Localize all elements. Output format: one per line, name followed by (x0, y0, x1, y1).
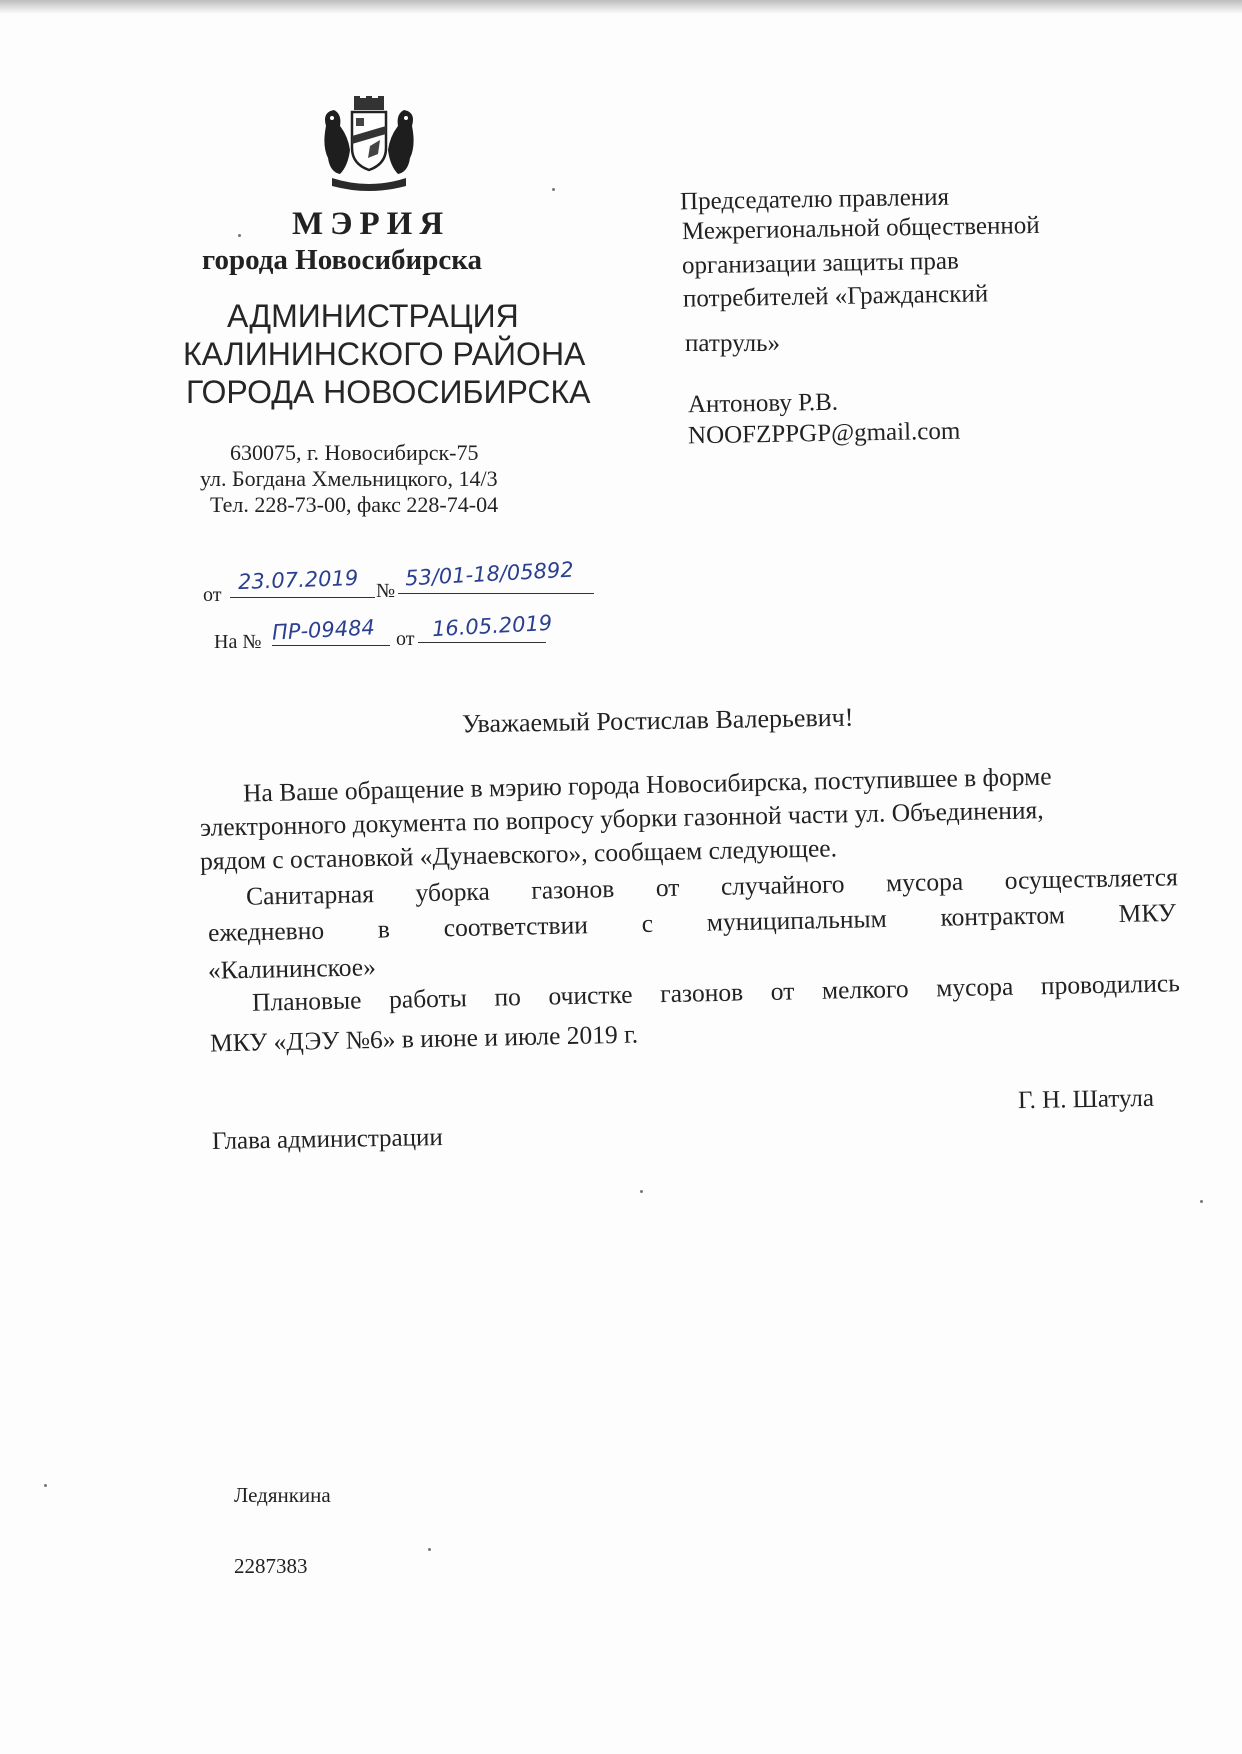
body-word: мусора (885, 866, 964, 898)
body-word: муниципальным (706, 903, 888, 937)
scan-speck (640, 1190, 643, 1193)
recipient-line2: Межрегиональной общественной (681, 211, 1040, 246)
reg-from-label: от (203, 584, 222, 606)
body-p1-line2: электронного документа по вопросу уборки газонной части ул. Объединения, (199, 795, 1044, 842)
body-word: от (770, 976, 795, 1006)
scan-speck (238, 234, 241, 237)
body-word: проводились (1040, 968, 1181, 1001)
address-line2: ул. Богдана Хмельницкого, 14/3 (200, 466, 498, 491)
body-word: Санитарная (245, 879, 375, 911)
executor-phone: 2287383 (234, 1554, 308, 1578)
body-p3-line1 (252, 968, 1180, 1017)
reg-number-underline (398, 593, 594, 594)
body-word: в (377, 914, 391, 944)
reg-number: 53/01-18/05892 (404, 557, 575, 591)
body-word: уборка (415, 876, 491, 908)
recipient-name: Антонову Р.В. (687, 388, 839, 419)
ref-from-label: от (396, 628, 415, 650)
body-word: мусора (935, 971, 1014, 1003)
recipient-line3: организации защиты прав (681, 247, 960, 280)
ref-number: ПР-09484 (271, 615, 376, 645)
body-word: по (494, 982, 522, 1012)
body-word: осуществляется (1004, 862, 1179, 895)
admin-name-line2: КАЛИНИНСКОГО РАЙОНА (183, 336, 586, 372)
body-word: от (655, 872, 680, 903)
scan-speck (1200, 1200, 1203, 1203)
recipient-line1: Председателю правления (679, 183, 950, 216)
body-p1-line3: рядом с остановкой «Дунаевского», сообщаем следующее. (199, 833, 838, 876)
executor-name: Ледянкина (234, 1483, 331, 1507)
body-p1-line1: На Ваше обращение в мэрию города Новосибирска, поступившее в форме (242, 761, 1052, 808)
ref-date-underline (418, 642, 546, 643)
signatory-name: Г. Н. Шатула (1017, 1084, 1155, 1115)
body-word: ежедневно (207, 915, 325, 948)
body-word: МКУ (1118, 897, 1177, 929)
scan-speck (44, 1484, 47, 1487)
admin-name-line1: АДМИНИСТРАЦИЯ (227, 298, 519, 334)
address-line1: 630075, г. Новосибирск-75 (230, 440, 479, 465)
signatory-position: Глава администрации (211, 1123, 444, 1156)
reg-date-underline (230, 597, 375, 598)
body-word: соответствии (443, 910, 589, 943)
body-word: очистке (548, 979, 633, 1011)
body-p3-line2: МКУ «ДЭУ №6» в июне и июле 2019 г. (209, 1019, 639, 1058)
body-word: случайного (720, 869, 845, 901)
scan-edge (0, 0, 1242, 14)
body-word: газонов (531, 874, 615, 905)
address-line3: Тел. 228-73-00, факс 228-74-04 (210, 492, 499, 517)
ref-number-label: На № (214, 631, 262, 653)
body-word: с (641, 908, 654, 939)
recipient-line4: потребителей «Гражданский (682, 280, 989, 313)
recipient-email: NOOFZPPGP@gmail.com (687, 417, 961, 450)
admin-name-line3: ГОРОДА НОВОСИБИРСКА (186, 374, 591, 410)
reg-date: 23.07.2019 (237, 565, 359, 595)
recipient-line5: патруль» (685, 330, 781, 357)
coat-of-arms-emblem (318, 96, 420, 196)
body-word: газонов (659, 977, 744, 1009)
body-word: работы (388, 983, 468, 1014)
body-p2-line3: «Калининское» (207, 952, 377, 985)
scan-speck (552, 188, 555, 191)
scan-speck (428, 1548, 431, 1551)
body-word: контрактом (940, 900, 1066, 932)
body-word: Плановые (251, 985, 362, 1017)
body-word: мелкого (821, 973, 909, 1005)
greeting: Уважаемый Ростислав Валерьевич! (461, 702, 854, 739)
org-title: МЭРИЯ (292, 206, 451, 242)
org-city: города Новосибирска (202, 244, 483, 276)
ref-date: 16.05.2019 (431, 610, 553, 642)
ref-number-underline (272, 645, 390, 646)
reg-number-label: № (376, 580, 396, 602)
